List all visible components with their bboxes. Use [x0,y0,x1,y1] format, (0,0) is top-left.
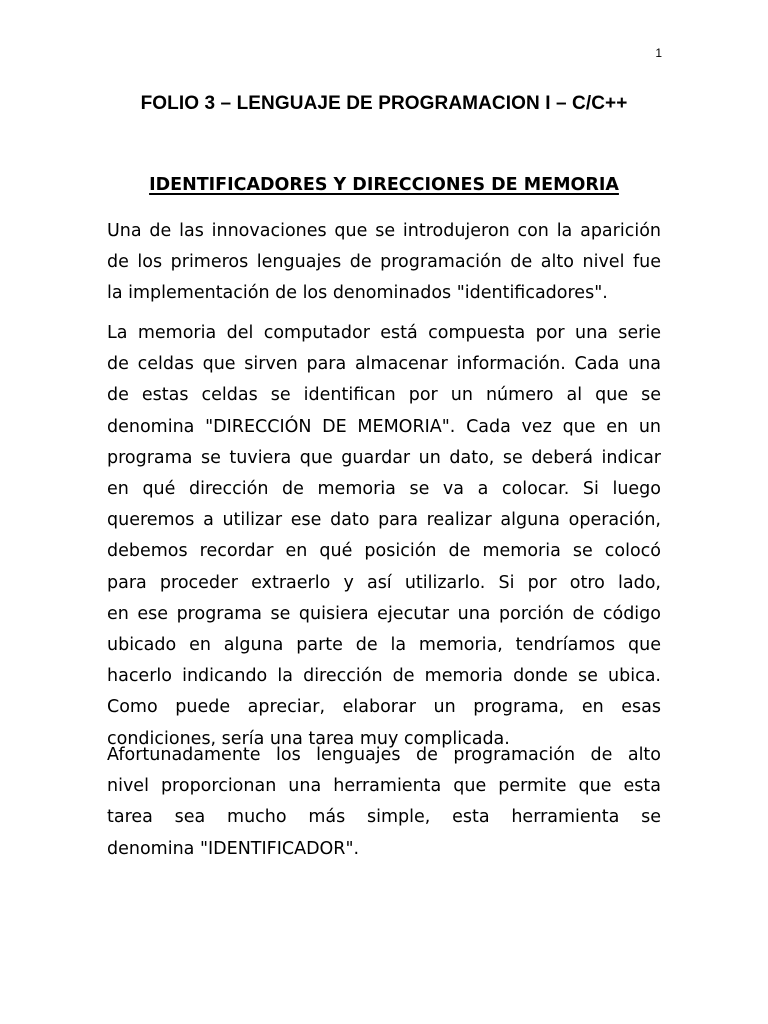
paragraph-line: hacerlo indicando la dirección de memoria donde se ubica. [107,666,661,687]
paragraph-line: Afortunadamente los lenguajes de programación de alto [107,745,661,765]
paragraph-line: nivel proporcionan una herramienta que permite que esta [107,776,661,797]
document-title: FOLIO 3 – LENGUAJE DE PROGRAMACION I – C/C++ [140,93,628,114]
paragraph-line: en qué dirección de memoria se va a colocar. Si luego [107,479,661,500]
paragraph-2 [107,318,661,755]
paragraph-line: denomina "DIRECCIÓN DE MEMORIA". Cada vez que en un [107,416,661,437]
paragraph-1 [107,216,661,310]
paragraph-line: de los primeros lenguajes de programación de alto nivel fue [107,252,661,273]
paragraph-line: queremos a utilizar ese dato para realizar alguna operación, [107,510,661,531]
paragraph-line: para proceder extraerlo y así utilizarlo. Si por otro lado, [107,572,661,593]
paragraph-line: La memoria del computador está compuesta por una serie [107,323,661,343]
paragraph-line: ubicado en alguna parte de la memoria, tendríamos que [107,635,661,656]
paragraph-line: denomina "IDENTIFICADOR". [107,838,360,859]
section-heading: IDENTIFICADORES Y DIRECCIONES DE MEMORIA [149,175,619,195]
paragraph-line: de celdas que sirven para almacenar información. Cada una [107,354,661,375]
paragraph-line: tarea sea mucho más simple, esta herramienta se [107,807,661,828]
paragraph-line: la implementación de los denominados "identificadores". [107,283,608,304]
paragraph-3 [107,740,661,865]
page-number: 1 [655,46,662,60]
paragraph-line: debemos recordar en qué posición de memoria se colocó [107,541,661,562]
paragraph-line: programa se tuviera que guardar un dato, se deberá indicar [107,447,661,468]
paragraph-line: Como puede apreciar, elaborar un programa, en esas [107,697,661,718]
paragraph-line: en ese programa se quisiera ejecutar una porción de código [107,603,661,624]
paragraph-line: Una de las innovaciones que se introdujeron con la aparición [107,221,661,241]
paragraph-line: de estas celdas se identifican por un número al que se [107,385,661,406]
paragraph-line: condiciones, sería una tarea muy complicada. [107,728,510,749]
